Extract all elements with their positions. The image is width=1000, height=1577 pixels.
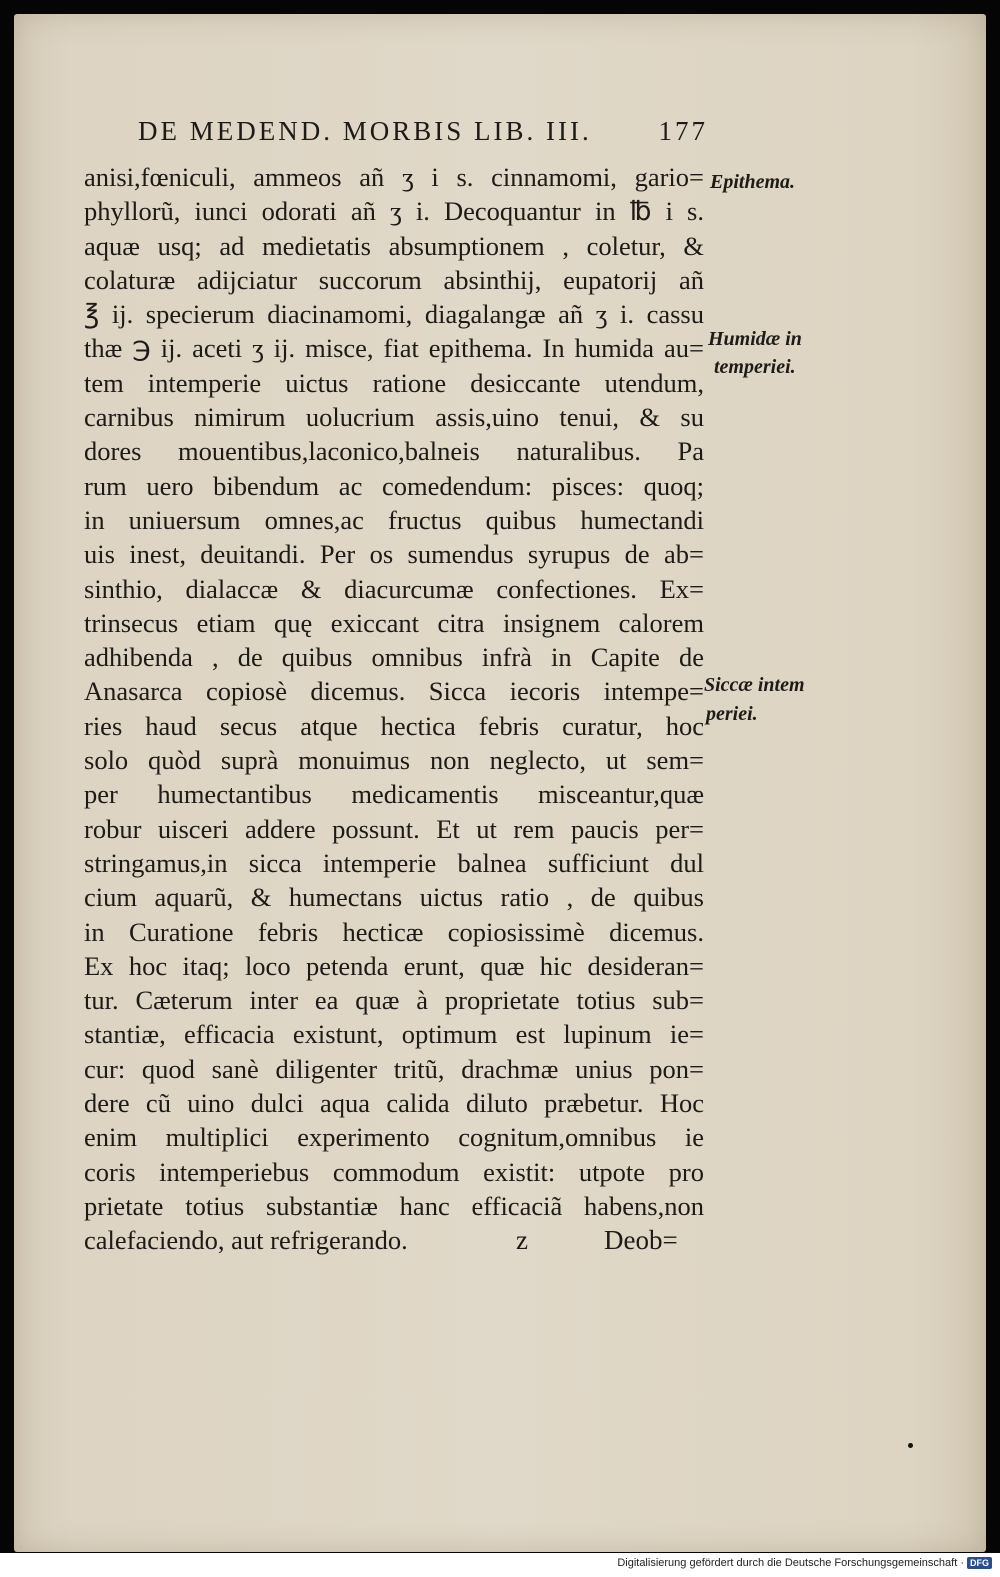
signature-mark: z xyxy=(516,1225,528,1255)
text-line: adhibenda , de quibus omnibus infrà in Capite de xyxy=(84,642,704,673)
running-title: DE MEDEND. MORBIS LIB. III. xyxy=(138,116,592,146)
text-line: colaturæ adijciatur succorum absinthij, eupatorij añ xyxy=(84,264,704,295)
text-line: in Curatione febris hecticæ copiosissimè dicemus. xyxy=(84,916,704,947)
margin-note-humidae-line2: temperiei. xyxy=(714,356,796,378)
credit-text: Digitalisierung gefördert durch die Deutsche Forschungsgemeinschaft · xyxy=(617,1557,964,1569)
text-line: sinthio, dialaccæ & diacurcumæ confectiones. Ex= xyxy=(84,573,704,604)
text-line: dere cũ uino dulci aqua calida diluto præbetur. Hoc xyxy=(84,1088,704,1119)
ink-dot xyxy=(908,1443,913,1448)
margin-note-humidae-line1: Humidæ in xyxy=(708,328,802,350)
text-line: cium aquarũ, & humectans uictus ratio , de quibus xyxy=(84,882,704,913)
text-line: thæ ℈ ij. aceti ʒ ij. misce, fiat epithema. In humida au= xyxy=(84,333,704,364)
main-text-block xyxy=(84,160,704,1258)
text-line: tur. Cæterum inter ea quæ à proprietate totius sub= xyxy=(84,985,704,1016)
text-line: ries haud secus atque hectica febris curatur, hoc xyxy=(84,710,704,741)
dfg-logo: DFG xyxy=(967,1557,992,1569)
margin-note-siccae-line1: Siccæ intem xyxy=(704,674,805,696)
text-line: per humectantibus medicamentis misceantur,quæ xyxy=(84,779,704,810)
text-line: stringamus,in sicca intemperie balnea sufficiunt dul xyxy=(84,847,704,878)
text-line: robur uisceri addere possunt. Et ut rem paucis per= xyxy=(84,813,704,844)
text-line: anisi,fœniculi, ammeos añ ʒ i s. cinnamomi, gario= xyxy=(84,162,704,192)
text-line: enim multiplici experimento cognitum,omnibus ie xyxy=(84,1122,704,1153)
text-line: stantiæ, efficacia existunt, optimum est lupinum ie= xyxy=(84,1019,704,1050)
text-line: trinsecus etiam quę exiccant citra insignem calorem xyxy=(84,607,704,638)
text-line: cur: quod sanè diligenter tritũ, drachmæ unius pon= xyxy=(84,1053,704,1084)
text-line: aquæ usq; ad medietatis absumptionem , coletur, & xyxy=(84,230,704,261)
text-line: uis inest, deuitandi. Per os sumendus syrupus de ab= xyxy=(84,539,704,570)
text-line: tem intemperie uictus ratione desiccante utendum, xyxy=(84,367,704,398)
digitization-credit xyxy=(617,1557,992,1569)
margin-note-siccae-line2: periei. xyxy=(706,703,758,725)
text-line: Ex hoc itaq; loco petenda erunt, quæ hic desideran= xyxy=(84,950,704,981)
running-header xyxy=(138,116,708,147)
page-number: 177 xyxy=(658,116,708,146)
margin-note-epithema: Epithema. xyxy=(710,171,796,193)
text-line: solo quòd suprà monuimus non neglecto, ut sem= xyxy=(84,745,704,776)
text-line: Anasarca copiosè dicemus. Sicca iecoris intempe= xyxy=(84,676,704,707)
text-line: rum uero bibendum ac comedendum: pisces: quoq; xyxy=(84,470,704,501)
text-line: calefaciendo, aut refrigerando. xyxy=(84,1225,408,1256)
catchword: Deob= xyxy=(604,1225,678,1255)
text-line: dores mouentibus,laconico,balneis naturalibus. Pa xyxy=(84,436,704,467)
text-line: in uniuersum omnes,ac fructus quibus humectandi xyxy=(84,504,704,535)
text-line: carnibus nimirum uolucrium assis,uino tenui, & su xyxy=(84,402,704,433)
text-line: ℥ ij. specierum diacinamomi, diagalangæ añ ʒ i. cassu xyxy=(84,299,704,330)
text-line: prietate totius substantiæ hanc efficaciã habens,non xyxy=(84,1190,704,1221)
text-line: phyllorũ, iunci odorati añ ʒ i. Decoquantur in ℔ i s. xyxy=(84,196,704,227)
text-line: coris intemperiebus commodum existit: utpote pro xyxy=(84,1156,704,1187)
